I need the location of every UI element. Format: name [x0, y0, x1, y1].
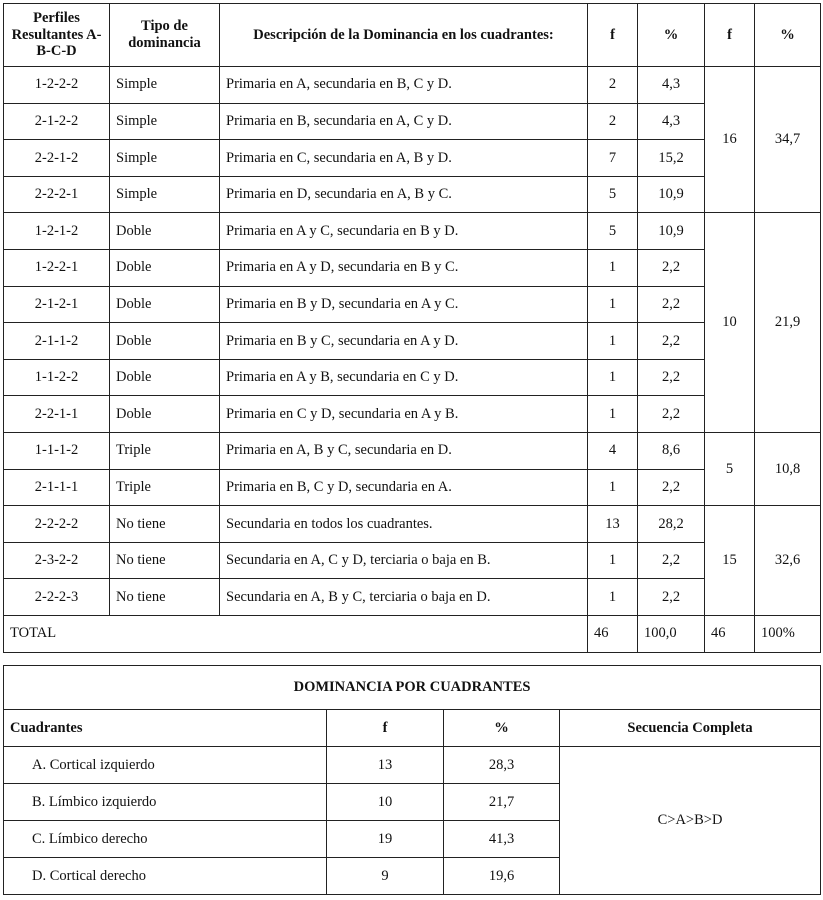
perfil-cell: 1-1-1-2: [4, 432, 110, 469]
perfil-cell: 2-2-1-2: [4, 140, 110, 177]
pct-cell: 10,9: [638, 213, 705, 250]
pct-cell: 2,2: [638, 469, 705, 506]
f-cell: 2: [588, 67, 638, 104]
total-row: [4, 615, 821, 652]
group-pct-cell: 34,7: [755, 67, 821, 213]
f-cell: 4: [588, 432, 638, 469]
f-cell: 1: [588, 542, 638, 579]
header-pct: %: [638, 4, 705, 67]
total-f: 46: [588, 615, 638, 652]
table-row: [4, 396, 821, 433]
quadrant-f: 13: [327, 747, 444, 784]
quadrant-f: 19: [327, 821, 444, 858]
quadrant-label: B. Límbico izquierdo: [4, 784, 327, 821]
group-f-cell: 5: [705, 432, 755, 505]
perfil-cell: 2-2-1-1: [4, 396, 110, 433]
table-row: [4, 67, 821, 104]
perfil-cell: 2-1-2-1: [4, 286, 110, 323]
table-row: [4, 359, 821, 396]
total-pct: 100,0: [638, 615, 705, 652]
f-cell: 7: [588, 140, 638, 177]
perfil-cell: 2-1-2-2: [4, 103, 110, 140]
tipo-cell: Doble: [110, 396, 220, 433]
table-row: [4, 323, 821, 360]
perfil-cell: 1-2-1-2: [4, 213, 110, 250]
tipo-cell: Triple: [110, 432, 220, 469]
desc-cell: Primaria en B, C y D, secundaria en A.: [220, 469, 588, 506]
tipo-cell: Doble: [110, 213, 220, 250]
perfil-cell: 2-1-1-2: [4, 323, 110, 360]
pct-cell: 4,3: [638, 103, 705, 140]
table-row: [4, 579, 821, 616]
f-cell: 13: [588, 506, 638, 543]
header-perfiles: Perfiles Resultantes A-B-C-D: [4, 4, 110, 67]
f-cell: 2: [588, 103, 638, 140]
table-row: [4, 176, 821, 213]
pct-cell: 4,3: [638, 67, 705, 104]
quadrant-pct: 21,7: [444, 784, 560, 821]
desc-cell: Primaria en A y D, secundaria en B y C.: [220, 249, 588, 286]
pct-cell: 2,2: [638, 359, 705, 396]
desc-cell: Primaria en B, secundaria en A, C y D.: [220, 103, 588, 140]
desc-cell: Primaria en A y B, secundaria en C y D.: [220, 359, 588, 396]
tipo-cell: Simple: [110, 140, 220, 177]
header-tipo: Tipo de dominancia: [110, 4, 220, 67]
tipo-cell: Doble: [110, 286, 220, 323]
quadrant-pct: 41,3: [444, 821, 560, 858]
desc-cell: Primaria en C, secundaria en A, B y D.: [220, 140, 588, 177]
total-pct-group: 100%: [755, 615, 821, 652]
pct-cell: 2,2: [638, 286, 705, 323]
group-pct-cell: 21,9: [755, 213, 821, 433]
f-cell: 1: [588, 359, 638, 396]
desc-cell: Primaria en C y D, secundaria en A y B.: [220, 396, 588, 433]
tipo-cell: Simple: [110, 103, 220, 140]
desc-cell: Secundaria en A, B y C, terciaria o baja en D.: [220, 579, 588, 616]
table-row: [4, 140, 821, 177]
desc-cell: Secundaria en todos los cuadrantes.: [220, 506, 588, 543]
quadrant-label: D. Cortical derecho: [4, 858, 327, 895]
quadrant-pct: 28,3: [444, 747, 560, 784]
perfil-cell: 2-2-2-2: [4, 506, 110, 543]
desc-cell: Primaria en A y C, secundaria en B y D.: [220, 213, 588, 250]
perfil-cell: 2-2-2-1: [4, 176, 110, 213]
header-cuadrantes: Cuadrantes: [4, 710, 327, 747]
table-row: [4, 747, 821, 784]
tipo-cell: Doble: [110, 323, 220, 360]
pct-cell: 28,2: [638, 506, 705, 543]
group-f-cell: 10: [705, 213, 755, 433]
perfil-cell: 2-1-1-1: [4, 469, 110, 506]
desc-cell: Primaria en A, B y C, secundaria en D.: [220, 432, 588, 469]
pct-cell: 2,2: [638, 542, 705, 579]
tipo-cell: No tiene: [110, 579, 220, 616]
tipo-cell: Simple: [110, 176, 220, 213]
header-pct: %: [444, 710, 560, 747]
tipo-cell: No tiene: [110, 542, 220, 579]
tipo-cell: Simple: [110, 67, 220, 104]
quadrant-label: A. Cortical izquierdo: [4, 747, 327, 784]
pct-cell: 8,6: [638, 432, 705, 469]
quadrant-label: C. Límbico derecho: [4, 821, 327, 858]
f-cell: 5: [588, 213, 638, 250]
header-pct-group: %: [755, 4, 821, 67]
f-cell: 1: [588, 396, 638, 433]
quadrant-f: 9: [327, 858, 444, 895]
table-row: [4, 506, 821, 543]
group-f-cell: 16: [705, 67, 755, 213]
table-row: [4, 432, 821, 469]
perfil-cell: 1-1-2-2: [4, 359, 110, 396]
f-cell: 1: [588, 579, 638, 616]
perfil-cell: 2-2-2-3: [4, 579, 110, 616]
table-row: [4, 103, 821, 140]
f-cell: 1: [588, 249, 638, 286]
desc-cell: Primaria en B y C, secundaria en A y D.: [220, 323, 588, 360]
pct-cell: 2,2: [638, 249, 705, 286]
table-row: [4, 249, 821, 286]
dominance-profiles-table: [3, 3, 821, 653]
table-row: [4, 213, 821, 250]
f-cell: 1: [588, 323, 638, 360]
tipo-cell: Doble: [110, 249, 220, 286]
header-f: f: [327, 710, 444, 747]
tipo-cell: No tiene: [110, 506, 220, 543]
header-descripcion: Descripción de la Dominancia en los cuadrantes:: [220, 4, 588, 67]
quadrant-f: 10: [327, 784, 444, 821]
desc-cell: Secundaria en A, C y D, terciaria o baja en B.: [220, 542, 588, 579]
table-row: [4, 542, 821, 579]
pct-cell: 15,2: [638, 140, 705, 177]
table-row: [4, 286, 821, 323]
quadrant-header-row: [4, 710, 821, 747]
f-cell: 1: [588, 286, 638, 323]
f-cell: 5: [588, 176, 638, 213]
group-pct-cell: 10,8: [755, 432, 821, 505]
desc-cell: Primaria en A, secundaria en B, C y D.: [220, 67, 588, 104]
header-secuencia: Secuencia Completa: [560, 710, 821, 747]
table-row: [4, 469, 821, 506]
group-f-cell: 15: [705, 506, 755, 616]
pct-cell: 2,2: [638, 323, 705, 360]
desc-cell: Primaria en B y D, secundaria en A y C.: [220, 286, 588, 323]
total-label: TOTAL: [4, 615, 588, 652]
quadrant-dominance-table: [3, 665, 821, 895]
total-f-group: 46: [705, 615, 755, 652]
perfil-cell: 2-3-2-2: [4, 542, 110, 579]
sequence-value: C>A>B>D: [560, 747, 821, 895]
header-f: f: [588, 4, 638, 67]
quadrant-pct: 19,6: [444, 858, 560, 895]
desc-cell: Primaria en D, secundaria en A, B y C.: [220, 176, 588, 213]
perfil-cell: 1-2-2-1: [4, 249, 110, 286]
pct-cell: 10,9: [638, 176, 705, 213]
pct-cell: 2,2: [638, 579, 705, 616]
tipo-cell: Doble: [110, 359, 220, 396]
pct-cell: 2,2: [638, 396, 705, 433]
quadrant-section-title: DOMINANCIA POR CUADRANTES: [4, 666, 821, 710]
tipo-cell: Triple: [110, 469, 220, 506]
group-pct-cell: 32,6: [755, 506, 821, 616]
f-cell: 1: [588, 469, 638, 506]
header-f-group: f: [705, 4, 755, 67]
perfil-cell: 1-2-2-2: [4, 67, 110, 104]
header-row: [4, 4, 821, 67]
